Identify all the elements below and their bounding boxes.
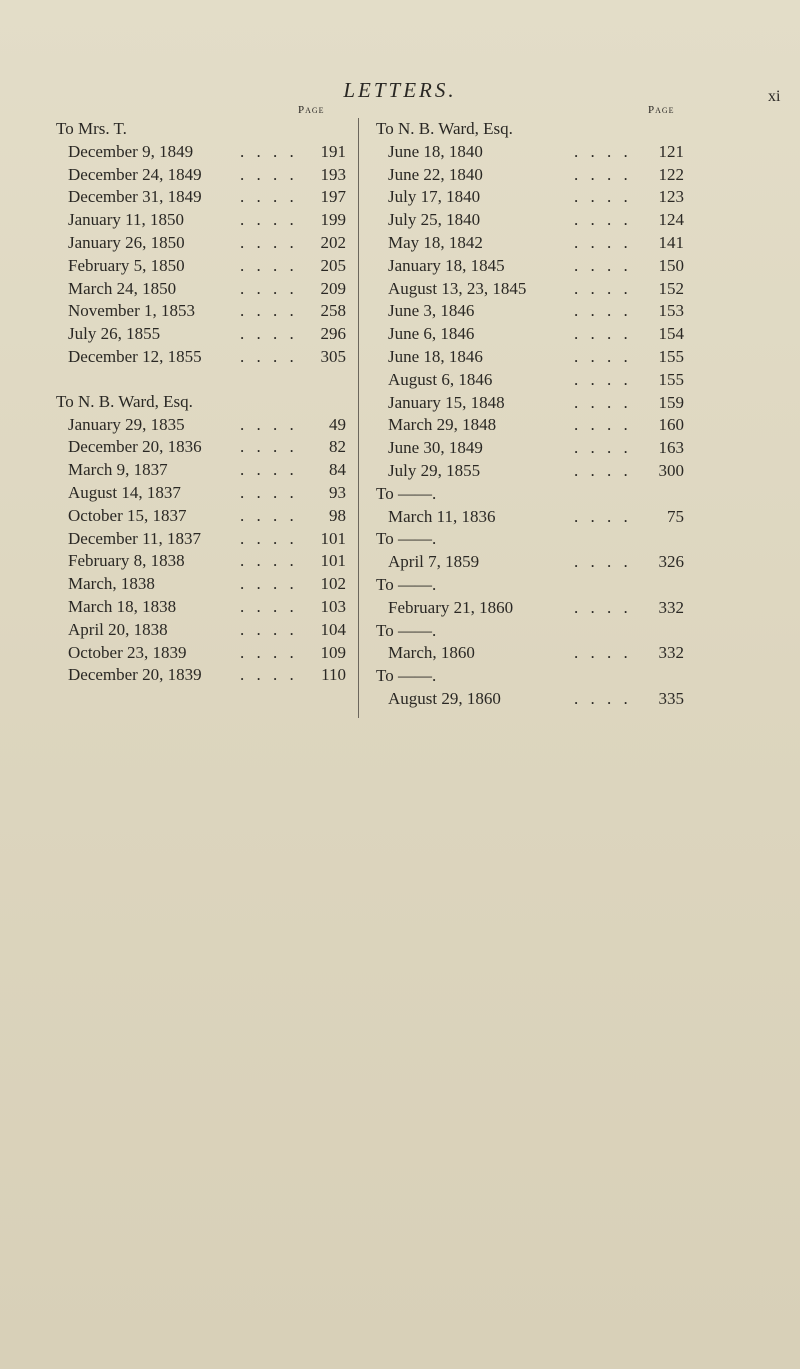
page-reference: 110 xyxy=(321,665,346,685)
page-reference: 209 xyxy=(320,278,346,298)
page-reference: 191 xyxy=(320,141,346,161)
leader-dots: . . . . xyxy=(240,414,298,434)
leader-dots: . . . . xyxy=(574,232,632,252)
page-reference: 296 xyxy=(320,324,346,344)
index-entry xyxy=(376,164,684,187)
index-entry xyxy=(56,528,348,551)
page-reference: 202 xyxy=(320,232,346,252)
page-number: xi xyxy=(768,88,781,105)
letter-date: January 15, 1848 xyxy=(388,392,505,412)
leader-dots: . . . . xyxy=(574,369,632,389)
page-reference: 150 xyxy=(658,255,684,275)
letter-date: June 3, 1846 xyxy=(388,301,475,321)
recipient-name: To N. B. Ward, Esq. xyxy=(56,391,193,411)
index-entry xyxy=(56,346,348,369)
index-entry xyxy=(56,436,348,459)
index-entry xyxy=(56,664,348,687)
letter-date: December 20, 1836 xyxy=(68,437,202,457)
page-reference: 103 xyxy=(320,596,346,616)
recipient-heading xyxy=(376,574,684,597)
page-reference: 104 xyxy=(320,619,346,639)
index-entry xyxy=(376,209,684,232)
leader-dots: . . . . xyxy=(240,301,298,321)
letter-date: August 13, 23, 1845 xyxy=(388,278,527,298)
index-entry xyxy=(376,506,684,529)
page-reference: 300 xyxy=(658,460,684,480)
page-reference: 101 xyxy=(320,528,346,548)
letter-date: February 8, 1838 xyxy=(68,551,185,571)
leader-dots: . . . . xyxy=(240,482,298,502)
leader-dots: . . . . xyxy=(574,597,632,617)
index-entry xyxy=(56,141,348,164)
recipient-name: To ——. xyxy=(376,620,437,640)
page-reference: 159 xyxy=(658,392,684,412)
leader-dots: . . . . xyxy=(574,141,632,161)
page-reference: 193 xyxy=(320,164,346,184)
letter-date: January 11, 1850 xyxy=(68,210,184,230)
index-entry xyxy=(376,688,684,711)
letter-date: May 18, 1842 xyxy=(388,232,483,252)
page-reference: 155 xyxy=(658,369,684,389)
letter-date: January 29, 1835 xyxy=(68,414,185,434)
leader-dots: . . . . xyxy=(240,324,298,344)
page-reference: 141 xyxy=(658,232,684,252)
index-entry xyxy=(376,323,684,346)
index-entry xyxy=(56,459,348,482)
page-column-heading-right: Page xyxy=(648,104,675,116)
index-entry xyxy=(56,573,348,596)
letter-date: December 24, 1849 xyxy=(68,164,202,184)
recipient-heading xyxy=(376,528,684,551)
index-entry xyxy=(376,141,684,164)
index-entry xyxy=(56,278,348,301)
leader-dots: . . . . xyxy=(240,551,298,571)
letter-date: December 12, 1855 xyxy=(68,346,202,366)
letter-date: June 30, 1849 xyxy=(388,438,483,458)
right-index-column xyxy=(376,118,684,711)
letter-date: June 6, 1846 xyxy=(388,324,475,344)
letter-date: July 29, 1855 xyxy=(388,460,481,480)
letter-date: July 17, 1840 xyxy=(388,187,481,207)
index-entry xyxy=(376,437,684,460)
leader-dots: . . . . xyxy=(240,619,298,639)
recipient-heading xyxy=(376,620,684,643)
page-reference: 152 xyxy=(658,278,684,298)
page-reference: 82 xyxy=(329,437,346,457)
leader-dots: . . . . xyxy=(574,688,632,708)
page-reference: 84 xyxy=(329,460,346,480)
recipient-name: To ——. xyxy=(376,483,437,503)
leader-dots: . . . . xyxy=(574,415,632,435)
leader-dots: . . . . xyxy=(574,552,632,572)
letter-date: December 31, 1849 xyxy=(68,187,202,207)
letter-date: January 26, 1850 xyxy=(68,232,185,252)
recipient-name: To Mrs. T. xyxy=(56,119,127,138)
letter-date: April 7, 1859 xyxy=(388,552,480,572)
index-entry xyxy=(376,300,684,323)
leader-dots: . . . . xyxy=(574,324,632,344)
index-entry xyxy=(376,278,684,301)
leader-dots: . . . . xyxy=(240,210,298,230)
letter-date: December 9, 1849 xyxy=(68,141,194,161)
letter-date: November 1, 1853 xyxy=(68,301,196,321)
left-index-column xyxy=(56,118,348,687)
page-reference: 101 xyxy=(320,551,346,571)
index-entry xyxy=(56,642,348,665)
recipient-heading xyxy=(56,391,348,414)
index-entry xyxy=(376,414,684,437)
page-reference: 93 xyxy=(329,482,346,502)
index-entry xyxy=(56,414,348,437)
recipient-name: To N. B. Ward, Esq. xyxy=(376,119,513,138)
letter-date: February 21, 1860 xyxy=(388,597,514,617)
recipient-heading xyxy=(376,665,684,688)
leader-dots: . . . . xyxy=(574,346,632,366)
leader-dots: . . . . xyxy=(574,392,632,412)
page-reference: 305 xyxy=(320,346,346,366)
leader-dots: . . . . xyxy=(574,210,632,230)
index-entry xyxy=(56,550,348,573)
letter-date: December 11, 1837 xyxy=(68,528,201,548)
leader-dots: . . . . xyxy=(240,505,298,525)
letter-date: March 29, 1848 xyxy=(388,415,497,435)
page-reference: 102 xyxy=(320,574,346,594)
leader-dots: . . . . xyxy=(240,642,298,662)
page-reference: 98 xyxy=(329,505,346,525)
letter-date: February 5, 1850 xyxy=(68,255,185,275)
index-entry xyxy=(376,551,684,574)
letter-date: December 20, 1839 xyxy=(68,665,202,685)
page-reference: 109 xyxy=(320,642,346,662)
index-entry xyxy=(376,392,684,415)
letter-date: March, 1838 xyxy=(68,574,155,594)
letter-date: July 25, 1840 xyxy=(388,210,481,230)
leader-dots: . . . . xyxy=(574,278,632,298)
leader-dots: . . . . xyxy=(240,164,298,184)
leader-dots: . . . . xyxy=(240,596,298,616)
page-reference: 123 xyxy=(658,187,684,207)
index-entry xyxy=(56,482,348,505)
index-entry xyxy=(376,460,684,483)
column-divider xyxy=(358,118,359,718)
recipient-heading xyxy=(56,118,348,141)
leader-dots: . . . . xyxy=(240,665,298,685)
page-reference: 332 xyxy=(658,643,684,663)
leader-dots: . . . . xyxy=(240,255,298,275)
index-entry xyxy=(376,186,684,209)
recipient-name: To ——. xyxy=(376,666,437,686)
running-title: LETTERS. xyxy=(343,78,457,102)
leader-dots: . . . . xyxy=(574,301,632,321)
page-reference: 163 xyxy=(658,438,684,458)
leader-dots: . . . . xyxy=(240,141,298,161)
leader-dots: . . . . xyxy=(240,460,298,480)
page-reference: 197 xyxy=(320,187,346,207)
leader-dots: . . . . xyxy=(240,187,298,207)
letter-date: June 18, 1840 xyxy=(388,141,483,161)
index-entry xyxy=(376,255,684,278)
letter-date: March 24, 1850 xyxy=(68,278,177,298)
index-entry xyxy=(56,619,348,642)
index-entry xyxy=(56,505,348,528)
leader-dots: . . . . xyxy=(574,506,632,526)
index-entry xyxy=(56,186,348,209)
page-reference: 121 xyxy=(658,141,684,161)
page-reference: 155 xyxy=(658,346,684,366)
letter-date: August 6, 1846 xyxy=(388,369,493,389)
index-entry xyxy=(376,642,684,665)
page-reference: 332 xyxy=(658,597,684,617)
letter-date: July 26, 1855 xyxy=(68,324,161,344)
index-entry xyxy=(56,232,348,255)
index-entry xyxy=(56,164,348,187)
page-reference: 49 xyxy=(329,414,346,434)
leader-dots: . . . . xyxy=(574,460,632,480)
index-entry xyxy=(56,255,348,278)
index-entry xyxy=(56,209,348,232)
page-reference: 154 xyxy=(658,324,684,344)
recipient-name: To ——. xyxy=(376,574,437,594)
leader-dots: . . . . xyxy=(240,528,298,548)
page-reference: 326 xyxy=(658,552,684,572)
leader-dots: . . . . xyxy=(574,187,632,207)
index-entry xyxy=(376,597,684,620)
letter-date: June 18, 1846 xyxy=(388,346,483,366)
page-reference: 335 xyxy=(658,688,684,708)
recipient-heading xyxy=(376,118,684,141)
letter-date: June 22, 1840 xyxy=(388,164,483,184)
letter-date: October 23, 1839 xyxy=(68,642,187,662)
leader-dots: . . . . xyxy=(574,255,632,275)
index-entry xyxy=(376,346,684,369)
letter-date: March 18, 1838 xyxy=(68,596,177,616)
index-entry xyxy=(376,232,684,255)
page-reference: 205 xyxy=(320,255,346,275)
leader-dots: . . . . xyxy=(240,278,298,298)
index-entry xyxy=(56,323,348,346)
index-entry xyxy=(376,369,684,392)
letter-date: March, 1860 xyxy=(388,643,475,663)
leader-dots: . . . . xyxy=(240,437,298,457)
letter-date: April 20, 1838 xyxy=(68,619,168,639)
leader-dots: . . . . xyxy=(574,643,632,663)
leader-dots: . . . . xyxy=(240,346,298,366)
letter-date: October 15, 1837 xyxy=(68,505,187,525)
leader-dots: . . . . xyxy=(240,232,298,252)
letter-date: March 11, 1836 xyxy=(388,506,496,526)
page-column-heading-left: Page xyxy=(298,104,325,116)
page-reference: 258 xyxy=(320,301,346,321)
letter-date: March 9, 1837 xyxy=(68,460,168,480)
leader-dots: . . . . xyxy=(574,164,632,184)
page-reference: 75 xyxy=(667,506,684,526)
letter-date: January 18, 1845 xyxy=(388,255,505,275)
leader-dots: . . . . xyxy=(240,574,298,594)
page-reference: 122 xyxy=(658,164,684,184)
letter-date: August 14, 1837 xyxy=(68,482,181,502)
recipient-name: To ——. xyxy=(376,529,437,549)
index-entry xyxy=(56,596,348,619)
recipient-heading xyxy=(376,483,684,506)
page-reference: 153 xyxy=(658,301,684,321)
index-entry xyxy=(56,300,348,323)
page-reference: 160 xyxy=(658,415,684,435)
page-reference: 199 xyxy=(320,210,346,230)
page-reference: 124 xyxy=(658,210,684,230)
leader-dots: . . . . xyxy=(574,438,632,458)
letter-date: August 29, 1860 xyxy=(388,688,501,708)
